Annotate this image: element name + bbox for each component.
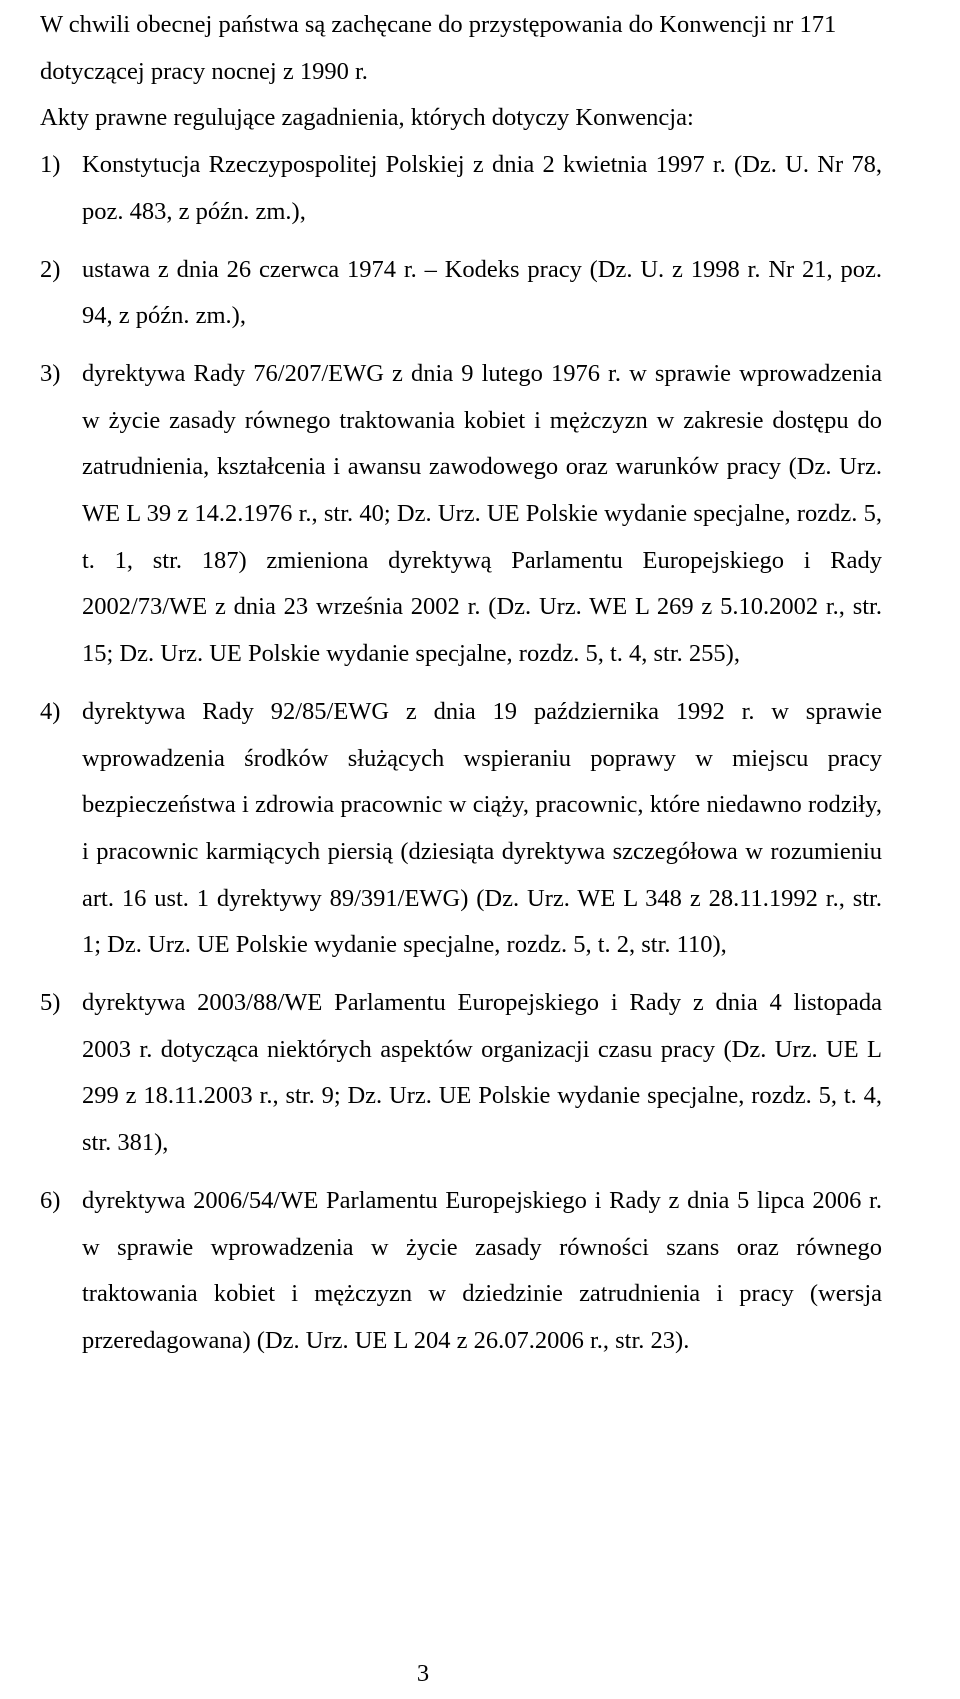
list-item-number: 3): [40, 359, 61, 387]
acts-heading: Akty prawne regulujące zagadnienia, których dotyczy Konwencja:: [40, 104, 694, 132]
list-item-number: 2): [40, 255, 61, 283]
list-item: [40, 142, 882, 235]
list-item: [40, 351, 882, 678]
list-item-text: dyrektywa 2006/54/WE Parlamentu Europejskiego i Rady z dnia 5 lipca 2006 r. w sprawie wprowadzenia w życie zasady równości szans oraz równego traktowania kobiet i mężczyzn w dziedzinie zatrudnienia i pracy (wersja przeredagowana) (Dz. Urz. UE L 204 z 26.07.2006 r., str. 23).: [82, 1186, 882, 1354]
list-item-text: dyrektywa Rady 92/85/EWG z dnia 19 października 1992 r. w sprawie wprowadzenia środków służących wspieraniu poprawy w miejscu pracy bezpieczeństwa i zdrowia pracownic w ciąży, pracownic, które niedawno rodziły, i pracownic karmiących piersią (dziesiąta dyrektywa szczegółowa w rozumieniu art. 16 ust. 1 dyrektywy 89/391/EWG) (Dz. Urz. WE L 348 z 28.11.1992 r., str. 1; Dz. Urz. UE Polskie wydanie specjalne, rozdz. 5, t. 2, str. 110),: [82, 697, 882, 959]
page-number-text: 3: [416, 1660, 430, 1687]
list-item: [40, 247, 882, 340]
intro-paragraph: W chwili obecnej państwa są zachęcane do przystępowania do Konwencji nr 171 dotyczącej pracy nocnej z 1990 r.: [40, 11, 837, 85]
page-number: [0, 1659, 960, 1689]
list-item: [40, 1178, 882, 1365]
document-body: [40, 2, 882, 1376]
list-item-number: 1): [40, 151, 61, 179]
list-item-text: Konstytucja Rzeczypospolitej Polskiej z dnia 2 kwietnia 1997 r. (Dz. U. Nr 78, poz. 483, z późn. zm.),: [82, 151, 882, 225]
list-item-text: ustawa z dnia 26 czerwca 1974 r. – Kodeks pracy (Dz. U. z 1998 r. Nr 21, poz. 94, z późn. zm.),: [82, 255, 882, 330]
list-item: [40, 689, 882, 969]
legal-acts-list: [40, 142, 882, 1365]
list-item: [40, 980, 882, 1167]
list-item-number: 4): [40, 697, 61, 725]
list-item-text: dyrektywa Rady 76/207/EWG z dnia 9 lutego 1976 r. w sprawie wprowadzenia w życie zasady równego traktowania kobiet i mężczyzn w zakresie dostępu do zatrudnienia, kształcenia i awansu zawodowego oraz warunków pracy (Dz. Urz. WE L 39 z 14.2.1976 r., str. 40; Dz. Urz. UE Polskie wydanie specjalne, rozdz. 5, t. 1, str. 187) zmieniona dyrektywą Parlamentu Europejskiego i Rady 2002/73/WE z dnia 23 września 2002 r. (Dz. Urz. WE L 269 z 5.10.2002 r., str. 15; Dz. Urz. UE Polskie wydanie specjalne, rozdz. 5, t. 4, str. 255),: [82, 359, 882, 668]
list-item-number: 5): [40, 989, 61, 1017]
list-item-number: 6): [40, 1186, 61, 1214]
list-item-text: dyrektywa 2003/88/WE Parlamentu Europejskiego i Rady z dnia 4 listopada 2003 r. dotycząca niektórych aspektów organizacji czasu pracy (Dz. Urz. UE L 299 z 18.11.2003 r., str. 9; Dz. Urz. UE Polskie wydanie specjalne, rozdz. 5, t. 4, str. 381),: [82, 989, 882, 1157]
